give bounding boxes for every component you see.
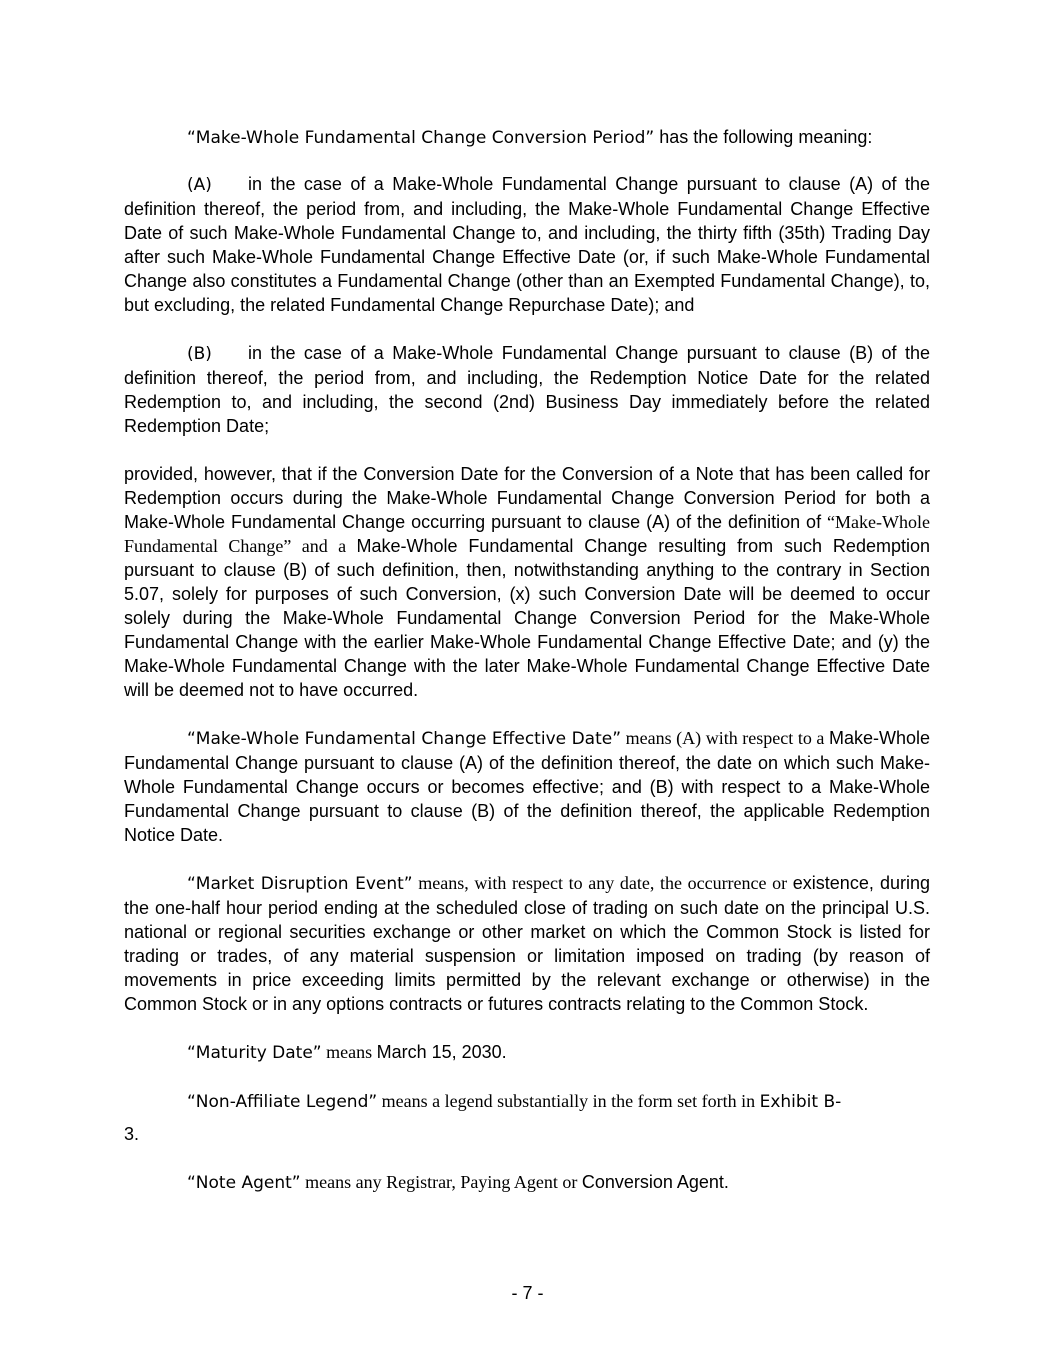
defined-term: “Maturity Date” xyxy=(187,1043,322,1063)
defined-term: “Make-Whole Fundamental Change Conversion Period” xyxy=(187,128,655,148)
definition-text: March 15, 2030. xyxy=(376,1042,507,1062)
non-affiliate-legend-definition xyxy=(124,1089,930,1114)
clause-a-label: (A) xyxy=(187,175,212,195)
definition-means: means xyxy=(321,1042,377,1062)
document-body xyxy=(124,125,930,1195)
clause-b xyxy=(124,341,930,438)
definition-text: existence, during the one-half hour period ending at the scheduled close of trading on such date on the principal U.S. national or regional securities exchange or other market on which the Common Stock is listed for trading or trades, of any material suspension or limitation imposed on trading (by reason of movements in price exceeding limits permitted by the relevant exchange or otherwise) in the Common Stock or in any options contracts or futures contracts relating to the Common Stock. xyxy=(124,873,930,1014)
definition-text: Make-Whole Fundamental Change pursuant to clause (A) of the definition thereof, the date on which such Make-Whole Fundamental Change occurs or becomes effective; and (B) with respect to a Make-Whole Fundamental Change pursuant to clause (B) of the definition thereof, the applicable Redemption Notice Date. xyxy=(124,728,930,845)
effective-date-definition xyxy=(124,726,930,847)
clause-a-text: in the case of a Make-Whole Fundamental Change pursuant to clause (A) of the definition thereof, the period from, and including, the Make-Whole Fundamental Change Effective Date of such Make-Whole Fundamental Change to, and including, the thirty fifth (35th) Trading Day after such Make-Whole Fundamental Change Effective Date (or, if such Make-Whole Fundamental Change also constitutes a Fundamental Change (other than an Exempted Fundamental Change), to, but excluding, the related Fundamental Change Repurchase Date); and xyxy=(124,174,930,315)
exhibit-reference-tail: 3. xyxy=(124,1124,140,1144)
clause-b-text: in the case of a Make-Whole Fundamental Change pursuant to clause (B) of the definition thereof, the period from, and including, the Redemption Notice Date for the related Redemption to, and including, the second (2nd) Business Day immediately before the related Redemption Date; xyxy=(124,343,930,436)
definition-means: means a legend substantially in the form set forth in xyxy=(377,1091,760,1111)
definition-intro: has the following meaning: xyxy=(654,127,873,147)
defined-term: “Market Disruption Event” xyxy=(187,874,413,894)
defined-term: “Note Agent” xyxy=(187,1173,301,1193)
defined-term: “Non-Affiliate Legend” xyxy=(187,1092,378,1112)
market-disruption-definition xyxy=(124,871,930,1016)
page-number: - 7 - xyxy=(511,1283,544,1303)
conversion-period-definition xyxy=(124,125,930,150)
proviso-text-2: Make-Whole Fundamental Change resulting from such Redemption pursuant to clause (B) of such definition, then, notwithstanding anything to the contrary in Section 5.07, solely for purposes of such Conversion, (x) such Conversion Date will be deemed to occur solely during the Make-Whole Fundamental Change Conversion Period for the Make-Whole Fundamental Change with the earlier Make-Whole Fundamental Change Effective Date; and (y) the Make-Whole Fundamental Change with the later Make-Whole Fundamental Change Effective Date will be deemed not to have occurred. xyxy=(124,536,930,700)
proviso-text-1: provided, however, that if the Conversion Date for the Conversion of a Note that has been called for Redemption occurs during the Make-Whole Fundamental Change Conversion Period for both a Make-Whole Fundamental Change occurring pursuant to clause (A) of the definition of xyxy=(124,464,930,532)
proviso-serif-text: “Make-Whole Fundamental Change” and a xyxy=(124,512,930,556)
definition-means: means, with respect to any date, the occurrence or xyxy=(412,873,793,893)
clause-b-label: (B) xyxy=(187,344,212,364)
definition-means: means any Registrar, Paying Agent or xyxy=(300,1172,582,1192)
clause-a xyxy=(124,172,930,317)
definition-text: Conversion Agent. xyxy=(581,1172,729,1192)
note-agent-definition xyxy=(124,1170,930,1195)
defined-term: “Make-Whole Fundamental Change Effective Date” xyxy=(187,729,622,749)
exhibit-reference: Exhibit B- xyxy=(759,1092,842,1112)
proviso-paragraph xyxy=(124,462,930,702)
maturity-date-definition xyxy=(124,1040,930,1065)
definition-means: means (A) with respect to a xyxy=(621,728,829,748)
